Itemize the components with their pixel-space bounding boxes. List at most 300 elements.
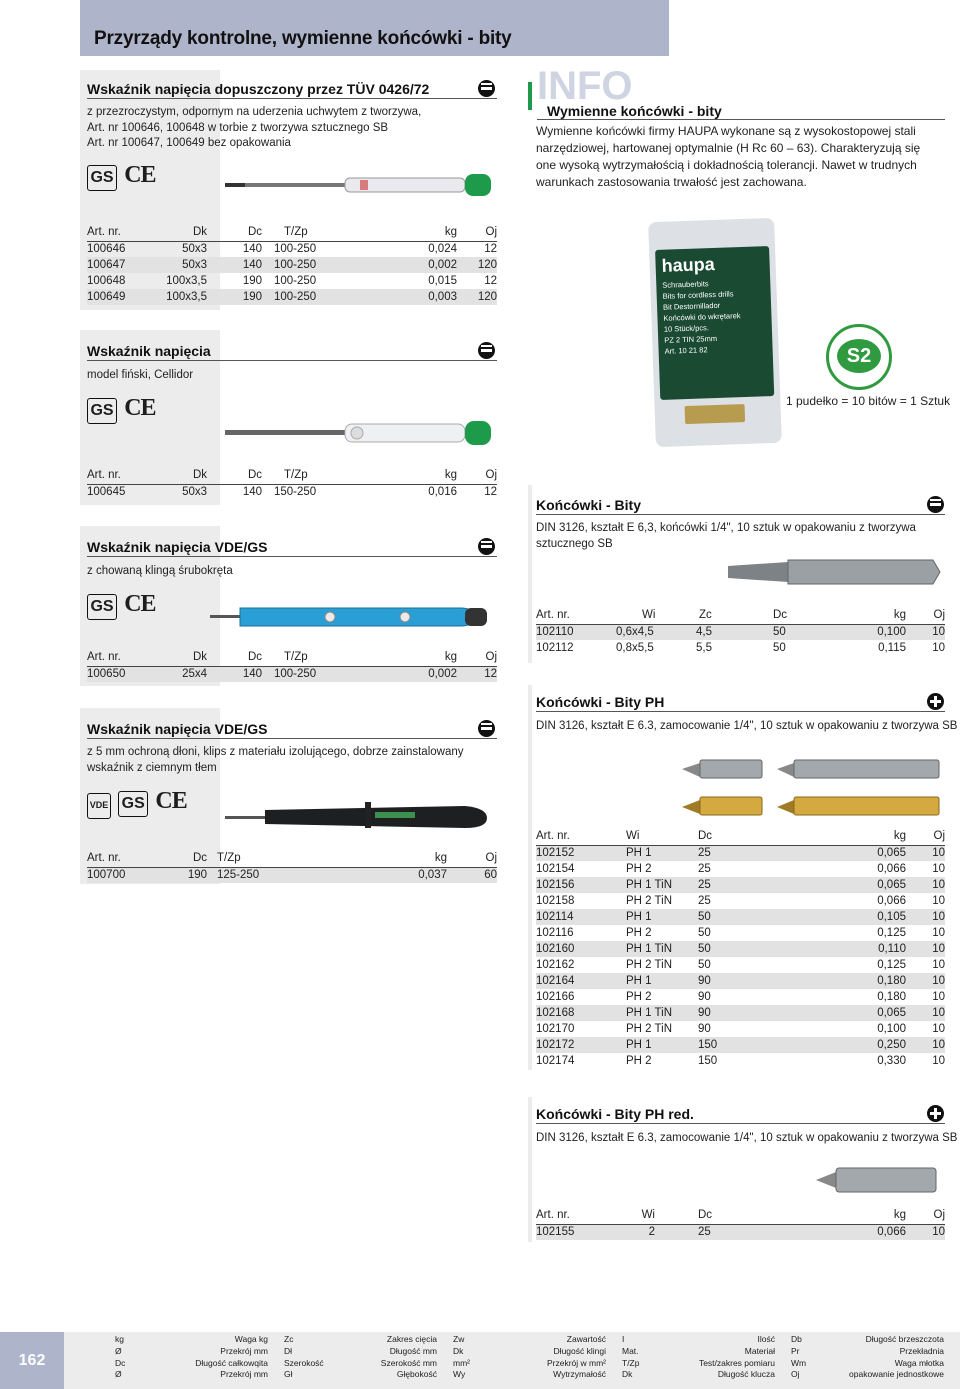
cell: 12 bbox=[484, 243, 497, 256]
cell: 102158 bbox=[536, 895, 575, 907]
cell: 0,015 bbox=[428, 275, 457, 287]
column-header: T/Zp bbox=[262, 468, 372, 484]
divider bbox=[87, 738, 497, 739]
cell: 10 bbox=[932, 927, 945, 939]
cell: 102152 bbox=[536, 845, 626, 861]
voltage-tester-image bbox=[225, 418, 495, 448]
desc-line: z 5 mm ochroną dłoni, klips z materiału izolującego, dobrze zainstalowany bbox=[87, 746, 464, 758]
cell: 25x4 bbox=[147, 666, 207, 682]
cell: 190 bbox=[242, 275, 262, 287]
cell: 100-250 bbox=[262, 666, 372, 682]
cell: 10 bbox=[906, 1037, 945, 1053]
desc-line: z przezroczystym, odpornym na uderzenia uchwytem z tworzywa, bbox=[87, 106, 422, 118]
data-table bbox=[536, 829, 945, 1069]
section-title: Wskaźnik napięcia dopuszczony przez TÜV 0426/72 bbox=[87, 81, 430, 97]
column-header: Oj bbox=[906, 829, 945, 845]
column-header: Art. nr. bbox=[536, 608, 616, 624]
column-header: Art. nr. bbox=[87, 851, 167, 867]
column-header: Dc bbox=[167, 851, 207, 867]
column-header: kg bbox=[372, 225, 457, 241]
cell: 100x3,5 bbox=[147, 289, 207, 305]
divider bbox=[537, 119, 945, 120]
cell: 0,003 bbox=[372, 289, 457, 305]
cell: 10 bbox=[932, 895, 945, 907]
table-row bbox=[536, 1037, 945, 1053]
box-text: PZ 2 TIN 25mm bbox=[664, 333, 718, 345]
legend-item bbox=[622, 1346, 775, 1358]
certification-marks bbox=[87, 591, 156, 620]
column-header: kg bbox=[805, 1208, 906, 1224]
column-header: Dc bbox=[756, 608, 816, 624]
section-description bbox=[536, 521, 916, 552]
ce-mark-icon: CE bbox=[124, 591, 156, 617]
section-description: model fiński, Cellidor bbox=[87, 369, 194, 381]
divider bbox=[87, 98, 497, 99]
cell: PH 2 TiN bbox=[626, 895, 673, 907]
cell: 10 bbox=[906, 909, 945, 925]
s2-badge-icon bbox=[826, 324, 892, 390]
column-header: kg bbox=[818, 829, 906, 845]
cell: 0,066 bbox=[805, 1224, 906, 1240]
cell: PH 2 TiN bbox=[626, 959, 673, 971]
desc-line: DIN 3126, kształt E 6,3, końcówki 1/4", 10 sztuk w opakowaniu z tworzywa bbox=[536, 522, 916, 534]
box-text: Końcówki do wkrętarek bbox=[663, 311, 741, 323]
data-table bbox=[87, 468, 497, 500]
cell: 50 bbox=[698, 941, 818, 957]
column-header: kg bbox=[816, 608, 906, 624]
legend-value: Przekrój mm bbox=[220, 1345, 268, 1356]
cell: 12 bbox=[484, 275, 497, 287]
legend-value: Waga młotka bbox=[894, 1357, 944, 1368]
section-description: DIN 3126, kształt E 6.3, zamocowanie 1/4", 10 sztuk w opakowaniu z tworzywa SB bbox=[536, 1132, 958, 1144]
table-row bbox=[536, 957, 945, 973]
cell: 102116 bbox=[536, 927, 574, 939]
column-header: Dc bbox=[207, 650, 262, 666]
legend-value: opakowanie jednostkowe bbox=[849, 1369, 944, 1380]
cell: 0,180 bbox=[818, 973, 906, 989]
cell: 100648 bbox=[87, 275, 126, 287]
cell: 10 bbox=[932, 642, 945, 654]
column-header: Art. nr. bbox=[87, 468, 147, 484]
legend-value: Test/zakres pomiaru bbox=[698, 1357, 775, 1368]
section-description: DIN 3126, kształt E 6.3, zamocowanie 1/4", 10 sztuk w opakowaniu z tworzywa SB bbox=[536, 720, 958, 732]
column-header: Art. nr. bbox=[87, 650, 147, 666]
column-header: kg bbox=[372, 468, 457, 484]
table-row bbox=[87, 257, 497, 273]
cell: 25 bbox=[655, 1224, 805, 1240]
cell: 90 bbox=[698, 1023, 711, 1035]
divider bbox=[536, 514, 945, 515]
pack-note: 1 pudełko = 10 bitów = 1 Sztuk bbox=[786, 394, 951, 408]
flat-bit-image bbox=[728, 556, 943, 588]
page-title: Przyrządy kontrolne, wymienne końcówki - bity bbox=[94, 28, 512, 49]
legend-value: Głębokość bbox=[396, 1369, 437, 1380]
legend-key: Zw bbox=[453, 1334, 465, 1344]
legend-item bbox=[115, 1334, 268, 1346]
section-description bbox=[87, 105, 421, 152]
column-header: Oj bbox=[457, 225, 497, 241]
desc-line: warunkach zastosowania trwałość jest zachowana. bbox=[536, 175, 807, 189]
voltage-tester-image bbox=[210, 600, 495, 634]
legend-item bbox=[453, 1369, 606, 1381]
cell: 12 bbox=[484, 486, 497, 499]
section-title: Końcówki - Bity PH bbox=[536, 694, 665, 710]
section-title: Końcówki - Bity bbox=[536, 497, 642, 513]
cell: 102110 bbox=[536, 624, 616, 640]
bit-box-image bbox=[648, 218, 782, 447]
cell: 2 bbox=[616, 1224, 655, 1240]
cell: 102155 bbox=[536, 1224, 616, 1240]
cell: 100-250 bbox=[262, 289, 372, 305]
data-table bbox=[87, 225, 497, 305]
plus-circle-icon[interactable] bbox=[927, 1105, 944, 1122]
column-header: Dc bbox=[207, 225, 262, 241]
section-title: Wymienne końcówki - bity bbox=[547, 103, 722, 119]
box-text: Art. 10 21 82 bbox=[664, 345, 708, 356]
cell: 0,125 bbox=[877, 959, 906, 971]
section-accent bbox=[528, 485, 532, 663]
bit-visible bbox=[685, 404, 746, 424]
divider bbox=[87, 360, 497, 361]
section-description: z chowaną klingą śrubokręta bbox=[87, 565, 233, 577]
page-number: 162 bbox=[0, 1332, 64, 1389]
cell: 150 bbox=[698, 1055, 718, 1067]
minus-circle-icon[interactable] bbox=[927, 496, 944, 513]
desc-line: sztucznego SB bbox=[536, 537, 613, 550]
cell: 0,100 bbox=[816, 624, 906, 640]
legend-value: Zakres cięcia bbox=[386, 1334, 437, 1344]
cell: 190 bbox=[167, 867, 207, 883]
legend-item bbox=[791, 1346, 944, 1358]
cell: 90 bbox=[698, 1005, 818, 1021]
cell: 100649 bbox=[87, 289, 147, 305]
table-row bbox=[536, 861, 945, 877]
brand-logo: haupa bbox=[661, 253, 715, 276]
cell: 10 bbox=[906, 845, 945, 861]
cell: 102114 bbox=[536, 909, 626, 925]
cell: 102112 bbox=[536, 642, 574, 654]
cell: 102174 bbox=[536, 1055, 575, 1067]
section-title: Końcówki - Bity PH red. bbox=[536, 1106, 694, 1122]
cell: 0,002 bbox=[372, 257, 457, 273]
info-accent-bar bbox=[528, 82, 532, 110]
cell: 102162 bbox=[536, 959, 575, 971]
desc-line: Art. nr 100647, 100649 bez opakowania bbox=[87, 137, 291, 149]
cell: 10 bbox=[906, 1005, 945, 1021]
table-row bbox=[536, 941, 945, 957]
cell: 50 bbox=[756, 624, 816, 640]
column-header: Zc bbox=[696, 608, 756, 624]
divider bbox=[536, 1123, 945, 1124]
data-table bbox=[536, 1208, 945, 1240]
desc-line: one wysoką wytrzymałością i dokładnością tolerancji. Nawet w trudnych bbox=[536, 158, 917, 172]
table-row bbox=[87, 484, 497, 500]
cell: 90 bbox=[698, 973, 818, 989]
cell: 125-250 bbox=[207, 867, 327, 883]
legend-value: Materiał bbox=[744, 1345, 775, 1356]
cell: 102164 bbox=[536, 973, 626, 989]
minus-circle-icon[interactable] bbox=[478, 720, 495, 737]
cell: 100645 bbox=[87, 486, 126, 499]
column-header: Dk bbox=[147, 650, 207, 666]
legend-key: Wy bbox=[453, 1369, 466, 1380]
s2-badge-main: S2 bbox=[837, 339, 881, 373]
column-header: kg bbox=[372, 650, 457, 666]
voltage-tester-image bbox=[225, 170, 495, 200]
cell: 5,5 bbox=[696, 642, 712, 654]
minus-circle-icon[interactable] bbox=[478, 342, 495, 359]
cell: 140 bbox=[207, 666, 262, 682]
cell: 102168 bbox=[536, 1005, 626, 1021]
desc-line: narzędziowej, hartowanej optymalnie (H Rc 60 – 63). Charakteryzują się bbox=[536, 141, 921, 155]
divider bbox=[87, 556, 497, 557]
cell: 60 bbox=[447, 867, 497, 883]
cell: PH 2 bbox=[626, 1055, 652, 1067]
minus-circle-icon[interactable] bbox=[478, 538, 495, 555]
legend-item bbox=[284, 1334, 437, 1346]
cell: PH 2 bbox=[626, 927, 652, 939]
cell: 0,250 bbox=[818, 1037, 906, 1053]
column-header: Oj bbox=[457, 650, 497, 666]
gs-mark-icon: GS bbox=[87, 398, 117, 424]
certification-marks bbox=[87, 395, 156, 424]
cell: 0,180 bbox=[877, 991, 906, 1003]
cell: 102160 bbox=[536, 941, 626, 957]
cell: 140 bbox=[242, 486, 262, 499]
cell: 0,125 bbox=[877, 927, 906, 939]
cell: 0,037 bbox=[327, 867, 447, 883]
desc-line: wskaźnik z ciemnym tłem bbox=[87, 761, 217, 774]
ph-bits-image bbox=[682, 755, 944, 825]
section-accent bbox=[528, 1097, 532, 1242]
cell: 10 bbox=[906, 877, 945, 893]
cell: 0,110 bbox=[818, 941, 906, 957]
legend-item bbox=[453, 1346, 606, 1358]
table-row bbox=[536, 640, 945, 656]
cell: 25 bbox=[698, 845, 818, 861]
vde-mark-icon: VDE bbox=[87, 793, 111, 819]
table-row bbox=[536, 1021, 945, 1037]
cell: 12 bbox=[457, 666, 497, 682]
legend-key: Dk bbox=[622, 1369, 633, 1380]
page-header-banner bbox=[80, 0, 669, 56]
cell: 0,100 bbox=[877, 1023, 906, 1035]
cell: 10 bbox=[906, 1224, 945, 1240]
ce-mark-icon: CE bbox=[124, 395, 156, 421]
data-table bbox=[87, 650, 497, 682]
legend-item bbox=[115, 1358, 268, 1370]
column-header: Oj bbox=[906, 608, 945, 624]
table-row bbox=[536, 1224, 945, 1240]
legend-item bbox=[791, 1334, 944, 1346]
column-header: Wi bbox=[616, 1208, 655, 1224]
legend-value: Ilość bbox=[757, 1334, 775, 1344]
cell: 25 bbox=[698, 877, 818, 893]
cell: PH 1 bbox=[626, 973, 698, 989]
column-header: Art. nr. bbox=[536, 829, 626, 845]
desc-line: Wymienne końcówki firmy HAUPA wykonane są z wysokostopowej stali bbox=[536, 124, 916, 138]
table-row bbox=[536, 973, 945, 989]
cell: 10 bbox=[932, 1023, 945, 1035]
legend-item bbox=[453, 1334, 606, 1346]
column-header: Oj bbox=[457, 468, 497, 484]
data-table bbox=[536, 608, 945, 656]
table-row bbox=[536, 1005, 945, 1021]
cell: 10 bbox=[906, 973, 945, 989]
cell: 50 bbox=[698, 959, 711, 971]
table-row bbox=[536, 909, 945, 925]
cell: 140 bbox=[207, 257, 262, 273]
cell: 150-250 bbox=[274, 486, 317, 499]
box-text: Bits for cordless drills bbox=[662, 289, 734, 301]
legend-key: Ø bbox=[115, 1345, 122, 1356]
legend-key: Dk bbox=[453, 1345, 464, 1356]
cell: 0,066 bbox=[877, 895, 906, 907]
cell: 150 bbox=[698, 1037, 818, 1053]
column-header: Wi bbox=[616, 608, 696, 624]
legend-key: Wm bbox=[791, 1357, 807, 1368]
column-header: Dc bbox=[698, 829, 818, 845]
gs-mark-icon: GS bbox=[87, 594, 117, 620]
legend-item bbox=[791, 1358, 944, 1370]
legend-key: Zc bbox=[284, 1334, 294, 1344]
plus-circle-icon[interactable] bbox=[927, 693, 944, 710]
cell: 100-250 bbox=[274, 243, 317, 256]
legend-key: Oj bbox=[791, 1369, 800, 1380]
cell: 50x3 bbox=[182, 486, 207, 499]
cell: 0,024 bbox=[428, 243, 457, 256]
table-row bbox=[536, 877, 945, 893]
cell: 190 bbox=[207, 289, 262, 305]
cell: 0,016 bbox=[428, 486, 457, 499]
cell: 120 bbox=[457, 257, 497, 273]
legend-key: Pr bbox=[791, 1345, 800, 1356]
legend-item bbox=[622, 1334, 775, 1346]
cell: 50x3 bbox=[182, 243, 207, 256]
table-row bbox=[87, 273, 497, 289]
legend-item bbox=[453, 1358, 606, 1370]
legend-value: Przekrój w mm² bbox=[546, 1357, 606, 1368]
cell: PH 1 TiN bbox=[626, 877, 698, 893]
column-header: Art. nr. bbox=[536, 1208, 616, 1224]
legend-key: T/Zp bbox=[622, 1357, 640, 1368]
gs-mark-icon: GS bbox=[118, 791, 148, 817]
table-row bbox=[87, 289, 497, 305]
legend-value: Długość brzeszczota bbox=[865, 1334, 944, 1344]
legend-value: Waga kg bbox=[234, 1334, 268, 1344]
box-text: 10 Stück/pcs. bbox=[663, 323, 710, 334]
legend-item bbox=[115, 1346, 268, 1358]
legend-value: Długość klucza bbox=[717, 1369, 775, 1380]
cell: 0,115 bbox=[878, 642, 906, 654]
minus-circle-icon[interactable] bbox=[478, 80, 495, 97]
cell: 50 bbox=[698, 927, 711, 939]
column-header: Oj bbox=[906, 1208, 945, 1224]
legend-item bbox=[622, 1358, 775, 1370]
column-header: kg bbox=[327, 851, 447, 867]
cell: 0,002 bbox=[372, 666, 457, 682]
cell: 50 bbox=[698, 909, 818, 925]
ph-red-bit-image bbox=[816, 1163, 940, 1197]
column-header: Dk bbox=[147, 468, 207, 484]
legend-item bbox=[284, 1346, 437, 1358]
cell: PH 2 bbox=[626, 991, 652, 1003]
info-heading: INFO bbox=[537, 64, 633, 108]
legend-value: Długość mm bbox=[389, 1345, 437, 1356]
legend-value: Długość klingi bbox=[553, 1345, 606, 1356]
cell: 0,065 bbox=[818, 877, 906, 893]
column-header: T/Zp bbox=[262, 650, 372, 666]
box-label bbox=[655, 246, 774, 400]
cell: 0,065 bbox=[818, 845, 906, 861]
box-text: Bit Destornillador bbox=[662, 300, 721, 312]
cell: PH 1 TiN bbox=[626, 1005, 698, 1021]
voltage-tester-image bbox=[225, 798, 495, 834]
table-row bbox=[87, 666, 497, 682]
cell: 102172 bbox=[536, 1037, 626, 1053]
cell: 102154 bbox=[536, 863, 575, 875]
gs-mark-icon: GS bbox=[87, 165, 117, 191]
cell: PH 1 bbox=[626, 845, 698, 861]
certification-marks bbox=[87, 162, 156, 191]
cell: 0,6x4,5 bbox=[616, 624, 696, 640]
legend-key: Ø bbox=[115, 1369, 122, 1380]
legend-value: Szerokość mm bbox=[380, 1357, 437, 1368]
table-row bbox=[536, 925, 945, 941]
info-description bbox=[536, 123, 920, 191]
legend-key: Dł bbox=[284, 1345, 293, 1356]
column-header: Dc bbox=[207, 468, 262, 484]
cell: 10 bbox=[906, 624, 945, 640]
table-row bbox=[87, 867, 497, 883]
cell: 100-250 bbox=[274, 275, 317, 287]
data-table bbox=[87, 851, 497, 883]
cell: PH 1 bbox=[626, 1037, 698, 1053]
section-title: Wskaźnik napięcia VDE/GS bbox=[87, 539, 268, 555]
cell: 0,330 bbox=[877, 1055, 906, 1067]
ce-mark-icon: CE bbox=[124, 162, 156, 188]
legend-value: Wytrzymałość bbox=[553, 1369, 606, 1380]
legend-grid bbox=[115, 1334, 944, 1386]
legend-key: I bbox=[622, 1334, 625, 1344]
section-title: Wskaźnik napięcia bbox=[87, 343, 211, 359]
legend-item bbox=[622, 1369, 775, 1381]
cell: 10 bbox=[906, 941, 945, 957]
cell: 10 bbox=[932, 991, 945, 1003]
legend-key: Szerokość bbox=[284, 1357, 324, 1368]
section-title: Wskaźnik napięcia VDE/GS bbox=[87, 721, 268, 737]
legend-item bbox=[115, 1369, 268, 1381]
cell: PH 2 TiN bbox=[626, 1023, 673, 1035]
column-header: Art. nr. bbox=[87, 225, 147, 241]
column-header: Oj bbox=[447, 851, 497, 867]
cell: 10 bbox=[932, 1055, 945, 1067]
legend-value: Przekładnia bbox=[899, 1345, 944, 1356]
cell: 100-250 bbox=[262, 257, 372, 273]
legend-key: Gł bbox=[284, 1369, 293, 1380]
cell: 102156 bbox=[536, 877, 626, 893]
table-row bbox=[87, 241, 497, 257]
legend-key: mm² bbox=[453, 1357, 470, 1368]
cell: PH 1 TiN bbox=[626, 941, 698, 957]
column-header: Wi bbox=[626, 829, 698, 845]
cell: 10 bbox=[932, 959, 945, 971]
legend-item bbox=[284, 1358, 437, 1370]
ce-mark-icon: CE bbox=[155, 788, 187, 814]
column-header: T/Zp bbox=[262, 225, 372, 241]
cell: PH 1 bbox=[626, 909, 698, 925]
cell: 100646 bbox=[87, 243, 126, 256]
